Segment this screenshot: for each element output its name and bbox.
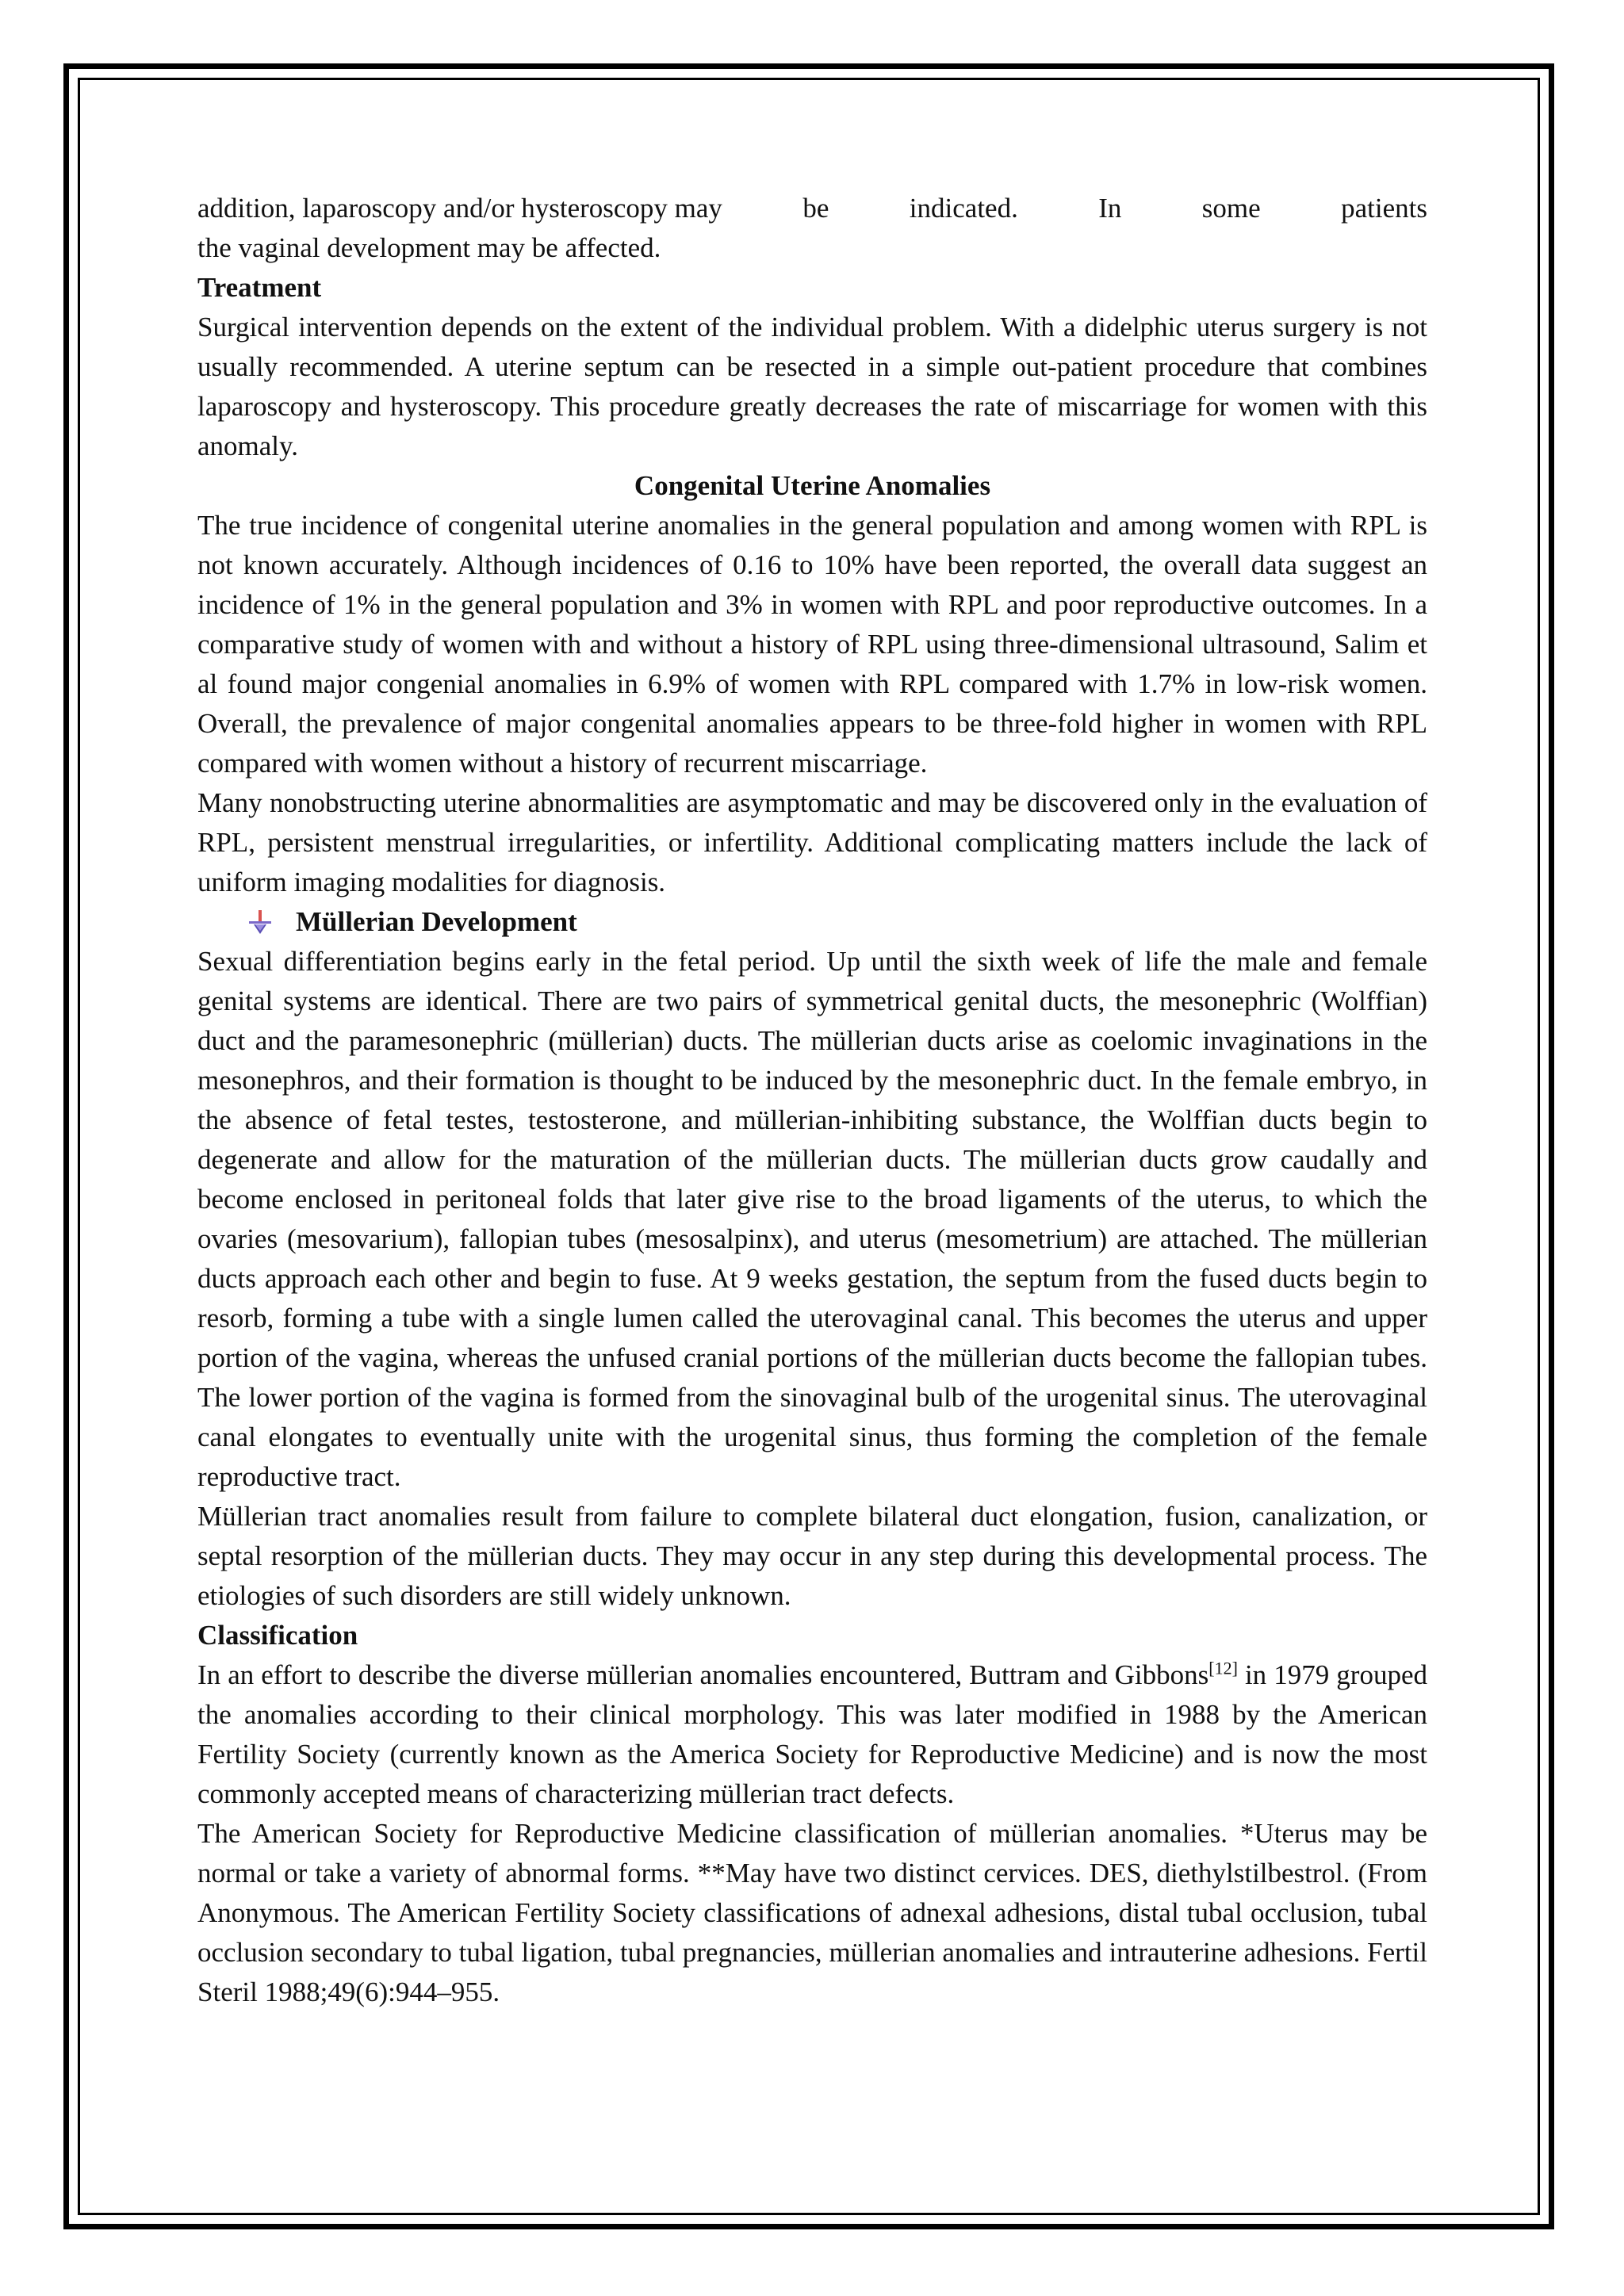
mullerian-paragraph-2: Müllerian tract anomalies result from failure to complete bilateral duct elongation, fusion, canalization, or septal resorption of the müllerian ducts. They may occur in any step during this developmental process. The etiologies of such disorders are still widely unknown. [197,1501,1427,1611]
mullerian-development-heading [197,902,1427,942]
congenital-anomalies-heading: Congenital Uterine Anomalies [634,470,991,501]
intro-word: some [1201,193,1261,224]
classification-paragraph-1 [197,1655,1427,1814]
congenital-paragraph-2: Many nonobstructing uterine abnormalities are asymptomatic and may be discovered only in the evaluation of RPL, persistent menstrual irregularities, or infertility. Additional complicating matters include the lack of uniform imaging modalities for diagnosis. [197,787,1427,897]
intro-word: In [1098,193,1122,224]
congenital-paragraph-1: The true incidence of congenital uterine anomalies in the general population and among women with RPL is not known accurately. Although incidences of 0.16 to 10% have been reported, the overall data suggest an incidence of 1% in the general population and 3% in women with RPL and poor reproductive outcomes. In a comparative study of women with and without a history of RPL using three-dimensional ultrasound, Salim et al found major congenial anomalies in 6.9% of women with RPL compared with 1.7% in low-risk women. Overall, the prevalence of major congenital anomalies appears to be three-fold higher in women with RPL compared with women without a history of recurrent miscarriage. [197,510,1427,779]
document-body [197,189,1427,2012]
reference-citation: [12] [1208,1658,1238,1678]
intro-word: addition, laparoscopy and/or hysteroscopy may [197,193,722,224]
intro-word: patients [1341,193,1427,224]
intro-line-2: the vaginal development may be affected. [197,232,661,263]
mullerian-heading-text: Müllerian Development [296,906,577,937]
intro-line-1 [197,189,1427,228]
classification-heading: Classification [197,1620,358,1651]
treatment-heading: Treatment [197,272,322,303]
classification-paragraph-1-end: in 1979 grouped the anomalies according to their clinical morphology. This was later modified in 1988 by the American Fertility Society (currently known as the America Society for Reproductive Medicine) and is now the most commonly accepted means of characterizing müllerian tract defects. [197,1659,1427,1809]
intro-word: indicated. [909,193,1018,224]
arrow-down-bullet-icon [247,909,274,936]
classification-paragraph-2: The American Society for Reproductive Medicine classification of müllerian anomalies. *Uterus may be normal or take a variety of abnormal forms. **May have two distinct cervices. DES, diethylstilbestrol. (From Anonymous. The American Fertility Society classifications of adnexal adhesions, distal tubal occlusion, tubal occlusion secondary to tubal ligation, tubal pregnancies, müllerian anomalies and intrauterine adhesions. Fertil Steril 1988;49(6):944–955. [197,1818,1427,2007]
treatment-paragraph: Surgical intervention depends on the extent of the individual problem. With a didelphic uterus surgery is not usually recommended. A uterine septum can be resected in a simple out-patient procedure that combines laparoscopy and hysteroscopy. This procedure greatly decreases the rate of miscarriage for women with this anomaly. [197,312,1427,461]
intro-word: be [802,193,829,224]
mullerian-paragraph-1: Sexual differentiation begins early in the fetal period. Up until the sixth week of life the male and female genital systems are identical. There are two pairs of symmetrical genital ducts, the mesonephric (Wolffian) duct and the paramesonephric (müllerian) ducts. The müllerian ducts arise as coelomic invaginations in the mesonephros, and their formation is thought to be induced by the mesonephric duct. In the female embryo, in the absence of fetal testes, testosterone, and müllerian-inhibiting substance, the Wolffian ducts begin to degenerate and allow for the maturation of the müllerian ducts. The müllerian ducts grow caudally and become enclosed in peritoneal folds that later give rise to the broad ligaments of the uterus, to which the ovaries (mesovarium), fallopian tubes (mesosalpinx), and uterus (mesometrium) are attached. The müllerian ducts approach each other and begin to fuse. At 9 weeks gestation, the septum from the fused ducts begin to resorb, forming a tube with a single lumen called the uterovaginal canal. This becomes the uterus and upper portion of the vagina, whereas the unfused cranial portions of the müllerian ducts become the fallopian tubes. The lower portion of the vagina is formed from the sinovaginal bulb of the urogenital sinus. The uterovaginal canal elongates to eventually unite with the urogenital sinus, thus forming the completion of the female reproductive tract. [197,946,1427,1492]
classification-paragraph-1-start: In an effort to describe the diverse müllerian anomalies encountered, Buttram and Gibbons [197,1659,1209,1690]
